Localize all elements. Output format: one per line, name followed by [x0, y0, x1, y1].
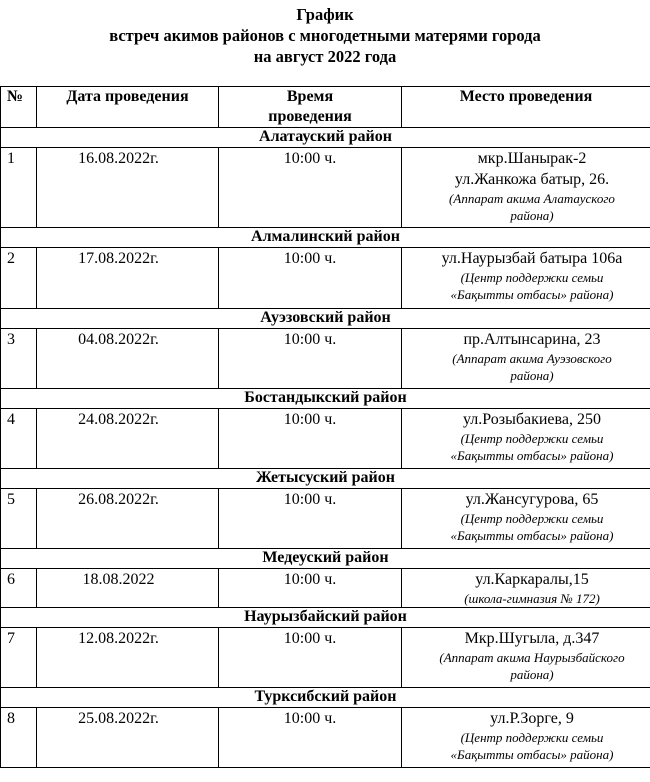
meeting-time: 10:00 ч. — [219, 569, 402, 608]
place-organization: (школа-гимназия № 172) — [464, 591, 600, 606]
row-number: 3 — [1, 329, 37, 389]
header-time-line-1: Время — [286, 88, 334, 105]
table-row — [1, 708, 650, 768]
meeting-date: 12.08.2022г. — [37, 628, 219, 688]
district-name: Турксибский район — [1, 688, 650, 708]
header-time-line-2: проведения — [268, 108, 352, 125]
row-number: 1 — [1, 148, 37, 228]
place-organization: «Бақытты отбасы» района) — [450, 448, 614, 463]
row-number: 5 — [1, 489, 37, 549]
district-row — [1, 128, 650, 148]
meeting-place — [402, 248, 650, 309]
place-organization: района) — [510, 208, 554, 223]
header-num: № — [1, 87, 37, 128]
district-name: Алатауский район — [1, 128, 650, 148]
table-body — [1, 128, 650, 768]
place-organization: района) — [510, 368, 554, 383]
title-line-2: встреч акимов районов с многодетными матерями города — [109, 26, 541, 45]
place-organization: (Аппарат акима Наурызбайского — [439, 650, 625, 665]
row-number: 7 — [1, 628, 37, 688]
place-address: ул.Розыбакиева, 250 — [463, 411, 601, 428]
place-organization: «Бақытты отбасы» района) — [450, 528, 614, 543]
place-organization: (Центр поддержки семьи — [460, 431, 604, 446]
meeting-date: 16.08.2022г. — [37, 148, 219, 228]
district-name: Жетысуский район — [1, 469, 650, 489]
district-name: Бостандыкский район — [1, 389, 650, 409]
place-organization: (Центр поддержки семьи — [460, 270, 604, 285]
row-number: 6 — [1, 569, 37, 608]
meeting-place — [402, 489, 650, 549]
place-address: ул.Каркаралы,15 — [475, 571, 589, 588]
meeting-time: 10:00 ч. — [219, 409, 402, 469]
header-time — [219, 87, 402, 128]
district-row — [1, 389, 650, 409]
table-row — [1, 628, 650, 688]
district-name: Наурызбайский район — [1, 608, 650, 628]
place-address: ул.Р.Зорге, 9 — [490, 710, 574, 727]
meeting-date: 17.08.2022г. — [37, 248, 219, 309]
header-place: Место проведения — [402, 87, 650, 128]
table-row — [1, 569, 650, 608]
row-number: 8 — [1, 708, 37, 768]
place-address: ул.Жансугурова, 65 — [465, 491, 599, 508]
place-address: мкр.Шанырак-2 — [477, 150, 587, 167]
meeting-date: 04.08.2022г. — [37, 329, 219, 389]
meeting-place — [402, 409, 650, 469]
table-row — [1, 248, 650, 309]
place-address: ул.Жанкожа батыр, 26. — [454, 171, 610, 188]
meeting-place — [402, 569, 650, 608]
meeting-date: 25.08.2022г. — [37, 708, 219, 768]
place-organization: (Аппарат акима Алатауского — [449, 191, 615, 206]
place-address: ул.Наурызбай батыра 106а — [441, 250, 623, 267]
district-row — [1, 608, 650, 628]
meeting-place — [402, 329, 650, 389]
table-row — [1, 148, 650, 228]
meeting-time: 10:00 ч. — [219, 489, 402, 549]
district-row — [1, 688, 650, 708]
title-line-1: График — [296, 5, 354, 24]
table-header-row — [1, 87, 650, 128]
schedule-table — [0, 86, 650, 768]
meeting-time: 10:00 ч. — [219, 148, 402, 228]
district-row — [1, 228, 650, 248]
table-row — [1, 409, 650, 469]
place-organization: (Центр поддержки семьи — [460, 511, 604, 526]
place-organization: (Аппарат акима Ауэзовского — [452, 351, 612, 366]
table-row — [1, 489, 650, 549]
meeting-date: 24.08.2022г. — [37, 409, 219, 469]
district-name: Ауэзовский район — [1, 309, 650, 329]
place-organization: «Бақытты отбасы» района) — [450, 747, 614, 762]
district-row — [1, 309, 650, 329]
meeting-time: 10:00 ч. — [219, 329, 402, 389]
meeting-place — [402, 148, 650, 228]
header-date: Дата проведения — [37, 87, 219, 128]
place-organization: (Центр поддержки семьи — [460, 730, 604, 745]
district-name: Алмалинский район — [1, 228, 650, 248]
title-line-3: на август 2022 года — [253, 47, 397, 66]
meeting-place — [402, 628, 650, 688]
meeting-date: 26.08.2022г. — [37, 489, 219, 549]
place-address: Мкр.Шугыла, д.347 — [464, 630, 600, 647]
table-row — [1, 329, 650, 389]
district-row — [1, 549, 650, 569]
document-title — [0, 4, 650, 67]
place-address: пр.Алтынсарина, 23 — [463, 331, 601, 348]
meeting-date: 18.08.2022 — [37, 569, 219, 608]
row-number: 4 — [1, 409, 37, 469]
place-organization: района) — [510, 667, 554, 682]
meeting-time: 10:00 ч. — [219, 248, 402, 309]
meeting-place — [402, 708, 650, 768]
row-number: 2 — [1, 248, 37, 309]
meeting-time: 10:00 ч. — [219, 628, 402, 688]
meeting-time: 10:00 ч. — [219, 708, 402, 768]
district-row — [1, 469, 650, 489]
district-name: Медеуский район — [1, 549, 650, 569]
place-organization: «Бақытты отбасы» района) — [450, 287, 614, 302]
